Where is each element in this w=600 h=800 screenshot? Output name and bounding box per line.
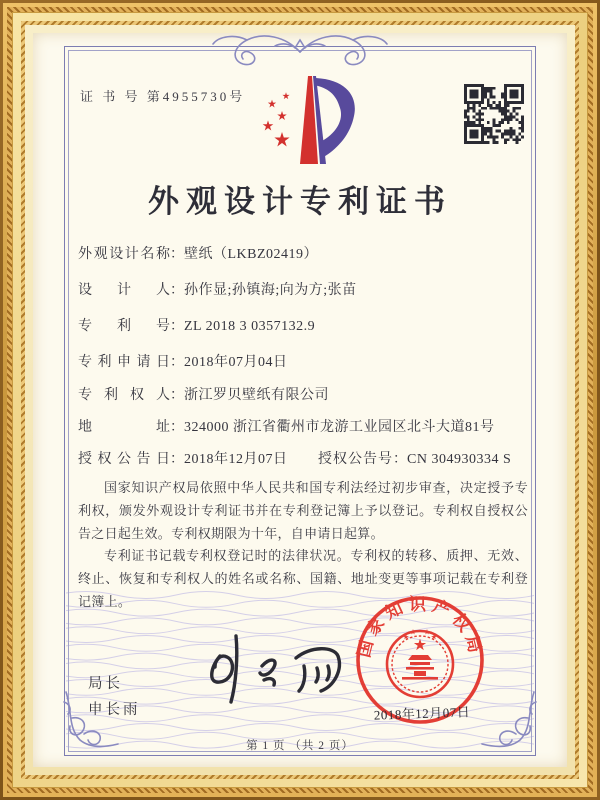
field-label: 授权公告号 bbox=[318, 452, 393, 467]
field-application-date: 专利申请日：2018年07月04日 bbox=[78, 351, 288, 371]
top-flourish-ornament bbox=[185, 26, 415, 72]
page-footer: 第 1 页 （共 2 页） bbox=[246, 740, 354, 752]
field-value: CN 304930334 S bbox=[407, 452, 512, 467]
field-value: 2018年07月04日 bbox=[184, 355, 288, 370]
field-label: 专利号 bbox=[78, 319, 170, 334]
field-grant-date-and-number: 授权公告日：2018年12月07日 授权公告号：CN 304930334 S bbox=[78, 448, 288, 468]
field-value: 324000 浙江省衢州市龙游工业园区北斗大道81号 bbox=[184, 420, 495, 435]
field-grant-number: 授权公告号：CN 304930334 S bbox=[318, 448, 511, 468]
field-label: 专利权人 bbox=[78, 388, 170, 403]
field-design-name: 外观设计名称：壁纸（LKBZ02419） bbox=[78, 243, 318, 263]
certificate-title: 外观设计专利证书 bbox=[148, 184, 452, 219]
field-label: 地址 bbox=[78, 420, 170, 435]
field-patentee: 专利权人：浙江罗贝壁纸有限公司 bbox=[78, 384, 329, 404]
svg-text:国家知识产权局: 国家知识产权局 bbox=[354, 594, 486, 660]
seal-date: 2018年12月07日 bbox=[373, 704, 471, 723]
field-patent-number: 专利号：ZL 2018 3 0357132.9 bbox=[78, 315, 315, 335]
director-title: 局长 bbox=[88, 676, 123, 692]
signature-icon bbox=[198, 626, 363, 708]
field-value: 浙江罗贝壁纸有限公司 bbox=[184, 388, 329, 403]
field-address: 地址：324000 浙江省衢州市龙游工业园区北斗大道81号 bbox=[78, 416, 495, 436]
field-label: 外观设计名称 bbox=[78, 247, 170, 262]
field-designers: 设计人：孙作显;孙镇海;向为方;张苗 bbox=[78, 279, 357, 299]
field-label: 专利申请日 bbox=[78, 355, 170, 370]
field-label: 设计人 bbox=[78, 283, 170, 298]
field-value: ZL 2018 3 0357132.9 bbox=[184, 319, 316, 334]
director-name: 申长雨 bbox=[88, 702, 141, 718]
patent-p-logo-icon bbox=[252, 72, 358, 168]
legal-paragraph-1: 国家知识产权局依照中华人民共和国专利法经过初步审查，决定授予专利权，颁发外观设计专利证书并在专利登记簿上予以登记。专利权自授权公告之日起生效。专利权期限为十年，自申请日起算。 bbox=[78, 480, 528, 541]
field-value: 孙作显;孙镇海;向为方;张苗 bbox=[184, 283, 357, 298]
certificate-number: 证 书 号 第4955730号 bbox=[80, 89, 246, 104]
field-value: 壁纸（LKBZ02419） bbox=[184, 247, 319, 262]
field-value: 2018年12月07日 bbox=[184, 452, 288, 467]
qr-code-icon bbox=[464, 84, 524, 144]
legal-paragraph-2: 专利证书记载专利权登记时的法律状况。专利权的转移、质押、无效、终止、恢复和专利权人的姓名或名称、国籍、地址变更等事项记载在专利登记簿上。 bbox=[78, 548, 528, 609]
field-label: 授权公告日 bbox=[78, 452, 170, 467]
